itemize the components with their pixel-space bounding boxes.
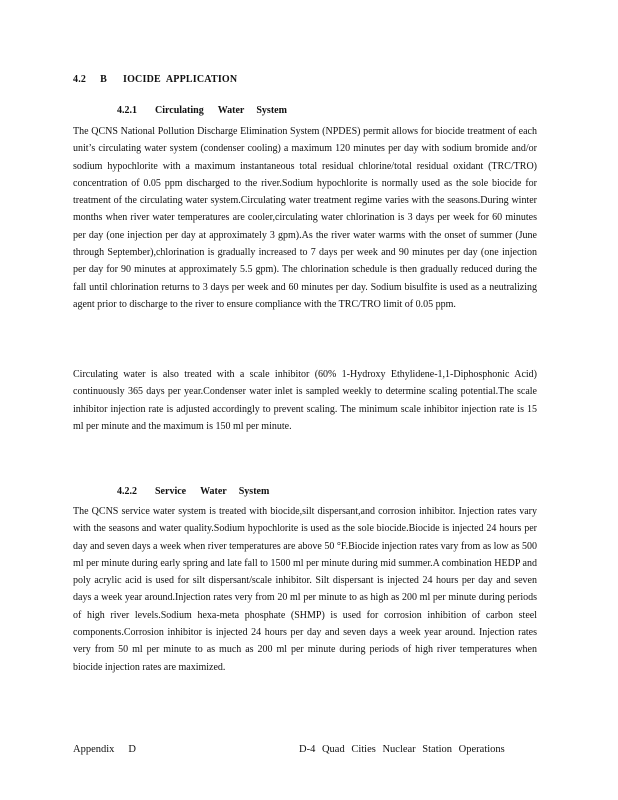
section-heading (73, 74, 237, 85)
section-title-initial-2: A (165, 74, 174, 85)
section-title-initial-1: B (100, 74, 107, 85)
subsection-number: 4.2.1 (117, 105, 137, 116)
service-water-paragraph: The QCNS service water system is treated with biocide,silt dispersant,and corrosion inhibitor. Injection rates vary with the seasons and water quality.Sodium hypochlorite is used as the sole biocide.Biocide is injected 24 hours per day and seven days a week when river temperatures are above 50 °F.Biocide injection rates vary from as low as 500 ml per minute during early spring and late fall to 1500 ml per minute during mid summer.A combination HEDP and poly acrylic acid is used for silt dispersant/scale inhibitor. Silt dispersant is injected 24 hours per day and seven days a week year around.Injection rates very from 20 ml per minute to as high as 200 ml per minute during periods of high river levels.Sodium hexa-meta phosphate (SHMP) is used for corrosion inhibition of carbon steel components.Corrosion inhibitor is injected 24 hours per day and seven days a week year around. Injection rates very from 50 ml per minute to as much as 200 ml per minute during periods of high river temperatures when biocide injection rates are maximized. (73, 506, 537, 673)
subsection-title-word: Circulating (155, 105, 204, 116)
footer-appendix-letter: D (128, 744, 137, 755)
subsection-title-word: System (238, 486, 270, 497)
section-title-rest-1: IOCIDE (122, 74, 161, 85)
footer-appendix-word: Appendix (73, 744, 115, 755)
circulating-water-paragraph-1: The QCNS National Pollution Discharge Elimination System (NPDES) permit allows for biocide treatment of each unit’s circulating water system (condenser cooling) a maximum 120 minutes per day with sodium bromide and/or sodium hypochlorite with a maximum instantaneous total residual chlorine/total residual oxidant (TRC/TRO) concentration of 0.05 ppm discharged to the river.Sodium hypochlorite is normally used as the sole biocide for treatment of the circulating water system.Circulating water treatment regime varies with the seasons.During winter months when river water temperatures are cooler,circulating water chlorination is 3 days per week for 60 minutes per day (one injection per day at approximately 3 gpm).As the river water warms with the onset of summer (June through September),chlorination is gradually increased to 7 days per week and 90 minutes per day (one injection per day for 90 minutes at approximately 5.5 gpm). The chlorination schedule is then gradually reduced during the fall until chlorination returns to 3 days per week and 60 minutes per day. Sodium bisulfite is used as a neutralizing agent prior to discharge to the river to ensure compliance with the TRC/TRO limit of 0.05 ppm. (73, 126, 537, 310)
circulating-water-paragraph-2: Circulating water is also treated with a scale inhibitor (60% 1-Hydroxy Ethylidene-1,1-Diphosphonic Acid) continuously 365 days per year.Condenser water inlet is sampled weekly to determine scaling potential.The scale inhibitor injection rate is adjusted accordingly to prevent scaling. The minimum scale inhibitor injection rate is 15 ml per minute and the maximum is 150 ml per minute. (73, 369, 537, 432)
subsection-title-word: Water (200, 486, 227, 497)
subsection-title-word: System (256, 105, 287, 116)
subsection-number: 4.2.2 (117, 486, 137, 497)
footer-appendix-label (73, 744, 136, 755)
subsection-title-word: Service (155, 486, 187, 497)
subsection-heading-service (117, 486, 269, 497)
footer-page-info: D-4 Quad Cities Nuclear Station Operations (299, 744, 505, 755)
section-number: 4.2 (73, 74, 87, 85)
subsection-title-word: Water (217, 105, 245, 116)
section-title-rest-2: PPLICATION (173, 74, 238, 85)
subsection-heading-circulating (117, 105, 287, 116)
